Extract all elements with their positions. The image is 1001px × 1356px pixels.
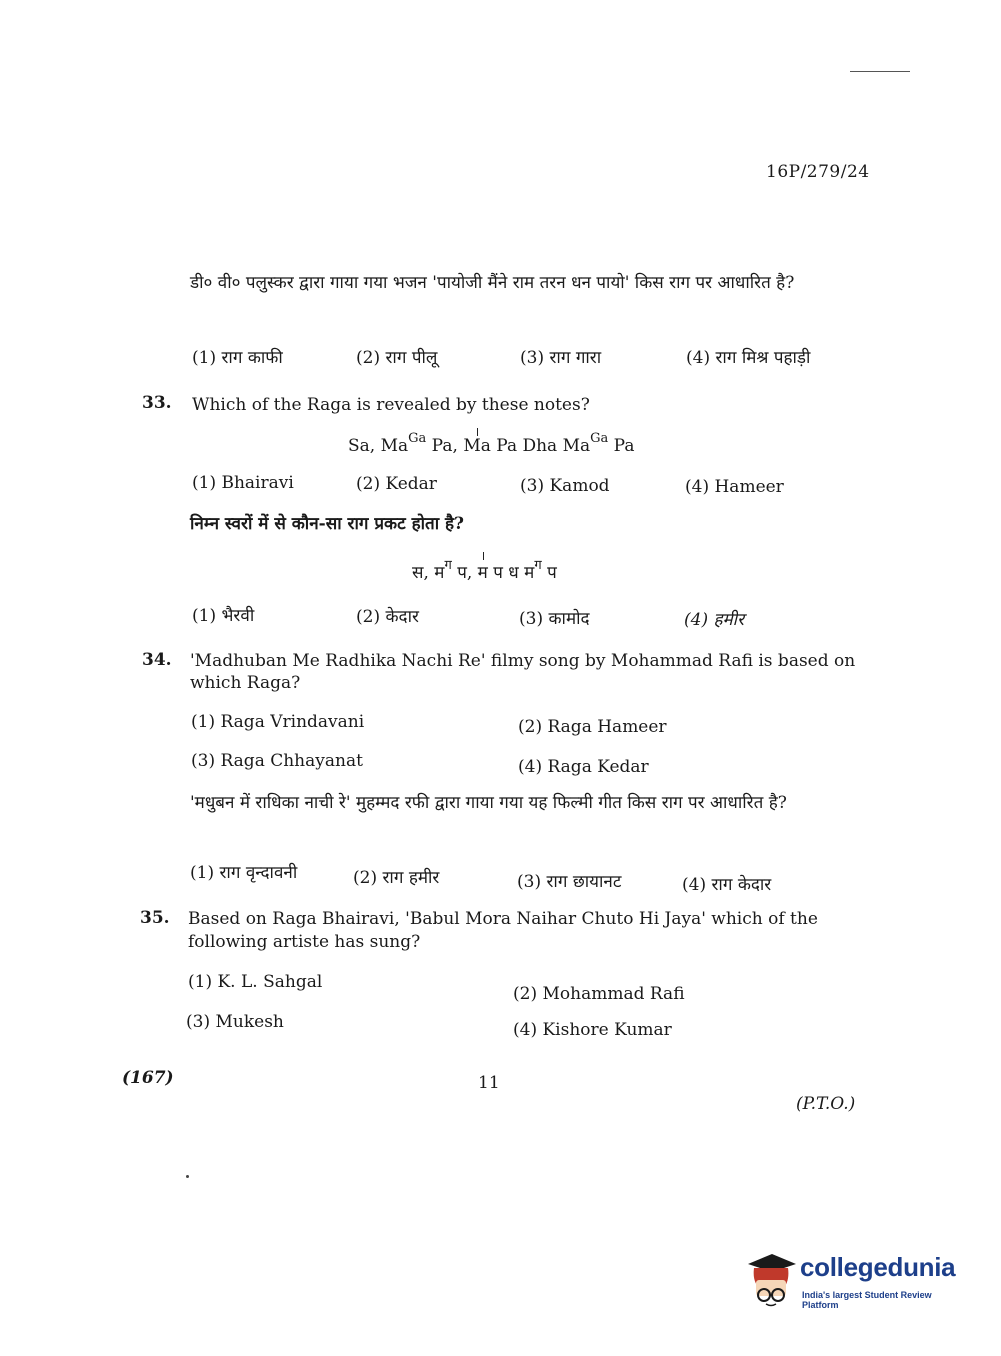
q34-option-1: (1) Raga Vrindavani [191, 712, 365, 732]
q34-hindi-option-3: (3) राग छायानट [517, 872, 622, 892]
page-number: 11 [478, 1073, 500, 1093]
q34-hindi-option-4: (4) राग केदार [682, 875, 772, 895]
q34-hindi-text: 'मधुबन में राधिका नाची रे' मुहम्मद रफी द्वारा गाया गया यह फिल्मी गीत किस राग पर आधारित है? [190, 793, 787, 813]
q34-option-4: (4) Raga Kedar [518, 757, 649, 777]
q33-notes: Sa, $Ma^{Ga}$ Pa, Ma Pa Dha $Ma^{Ga}$ Pa [348, 431, 635, 456]
q34-number: 34. [142, 650, 172, 670]
q32-option-2: (2) राग पीलू [356, 348, 438, 368]
q35-option-1: (1) K. L. Sahgal [188, 972, 323, 992]
mascot-logo-icon [742, 1250, 798, 1310]
q34-hindi-option-1: (1) राग वृन्दावनी [190, 863, 298, 883]
brand-tagline: India's largest Student Review Platform [802, 1290, 932, 1310]
q35-text: Based on Raga Bhairavi, 'Babul Mora Naihar Chuto Hi Jaya' which of the following artiste has sung? [188, 909, 818, 952]
q33-option-2: (2) Kedar [356, 474, 437, 494]
q34-option-3: (3) Raga Chhayanat [191, 751, 363, 771]
q32-option-3: (3) राग गारा [520, 348, 602, 368]
q35-number: 35. [140, 908, 170, 928]
paper-code: 16P/279/24 [766, 162, 870, 182]
q32-hindi-text: डी० वी० पलुस्कर द्वारा गाया गया भजन 'पायोजी मैंने राम तरन धन पायो' किस राग पर आधारित है? [190, 273, 795, 293]
q33-number: 33. [142, 393, 172, 413]
q33-hindi-text: निम्न स्वरों में से कौन-सा राग प्रकट होता है? [190, 514, 465, 534]
q34-option-2: (2) Raga Hameer [518, 717, 667, 737]
q35-option-2: (2) Mohammad Rafi [513, 984, 685, 1004]
brand-name: collegedunia [800, 1252, 956, 1282]
q33-hindi-option-4: (4) हमीर [684, 610, 745, 630]
pto-label: (P.T.O.) [796, 1094, 856, 1114]
q33-option-4: (4) Hameer [685, 477, 784, 497]
speck [186, 1175, 189, 1178]
q32-option-1: (1) राग काफी [192, 348, 283, 368]
q33-hindi-option-2: (2) केदार [356, 607, 419, 627]
footer-code: (167) [122, 1068, 174, 1088]
q32-option-4: (4) राग मिश्र पहाड़ी [686, 348, 811, 368]
q33-hindi-option-3: (3) कामोद [519, 609, 590, 629]
q33-hindi-notes: स, म$^ग$ प, म प ध म$^ग$ प [412, 558, 557, 583]
top-rule [850, 71, 910, 72]
q34-text: 'Madhuban Me Radhika Nachi Re' filmy song by Mohammad Rafi is based on which Raga? [190, 651, 856, 693]
q35-option-4: (4) Kishore Kumar [513, 1020, 672, 1040]
q33-option-3: (3) Kamod [520, 476, 610, 496]
q34-hindi-option-2: (2) राग हमीर [353, 868, 440, 888]
q33-option-1: (1) Bhairavi [192, 473, 294, 493]
collegedunia-logo [742, 1250, 967, 1312]
q35-option-3: (3) Mukesh [186, 1012, 284, 1032]
q33-hindi-option-1: (1) भैरवी [192, 606, 255, 626]
q33-text: Which of the Raga is revealed by these notes? [192, 395, 590, 415]
